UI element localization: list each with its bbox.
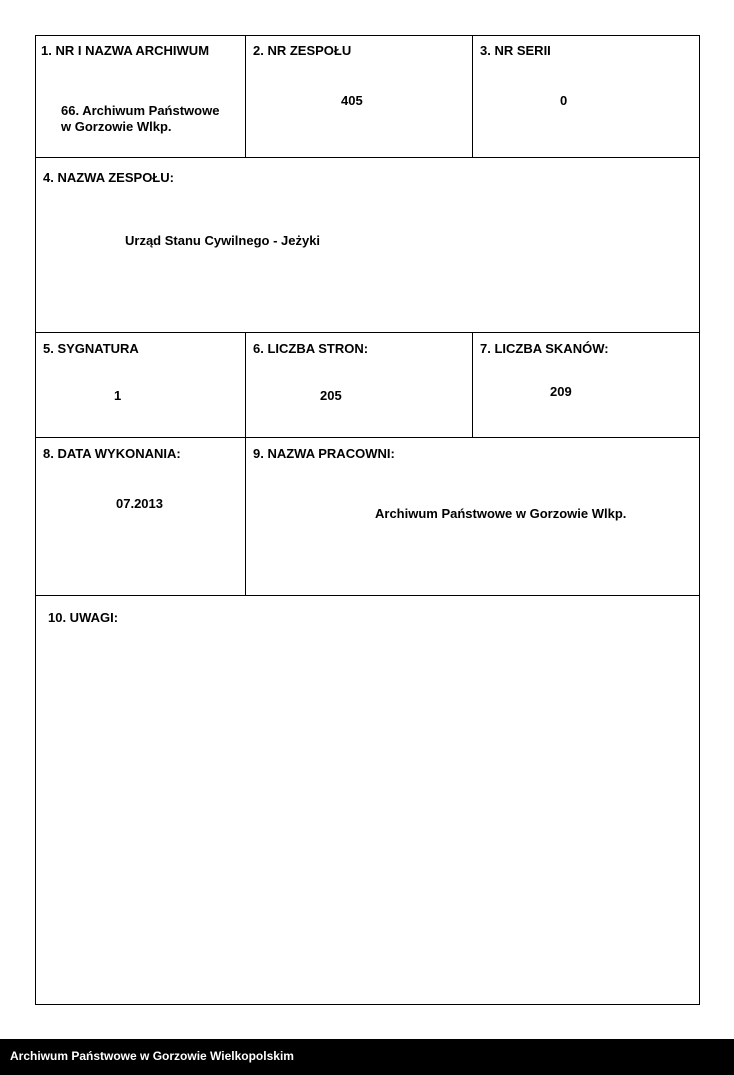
field-workshop: [246, 438, 699, 595]
field-series-number-value: 0: [560, 93, 568, 108]
field-page-count-label: 6. LICZBA STRON:: [253, 341, 369, 356]
field-archive-label: 1. NR I NAZWA ARCHIWUM: [41, 43, 210, 58]
footer-bar: [0, 1039, 734, 1075]
field-fonds-number-label: 2. NR ZESPOŁU: [253, 43, 352, 58]
field-fonds-number: [246, 36, 472, 157]
field-workshop-value: Archiwum Państwowe w Gorzowie Wlkp.: [375, 506, 627, 521]
field-scan-count-label: 7. LICZBA SKANÓW:: [480, 341, 609, 356]
metadata-form: [35, 35, 700, 1005]
field-fonds-name-label: 4. NAZWA ZESPOŁU:: [43, 170, 174, 185]
field-date-value: 07.2013: [116, 496, 163, 511]
field-series-number-label: 3. NR SERII: [480, 43, 551, 58]
field-scan-count: [473, 333, 699, 437]
field-fonds-name: [36, 158, 699, 332]
field-date-label: 8. DATA WYKONANIA:: [43, 446, 181, 461]
field-series-number: [473, 36, 699, 157]
footer-text: Archiwum Państwowe w Gorzowie Wielkopolskim: [10, 1049, 294, 1063]
field-archive-value-line1: 66. Archiwum Państwowe: [61, 103, 220, 118]
field-archive: [36, 36, 245, 157]
field-signature-label: 5. SYGNATURA: [43, 341, 139, 356]
field-archive-value-line2: w Gorzowie Wlkp.: [61, 119, 172, 134]
field-signature: [36, 333, 245, 437]
field-remarks-label: 10. UWAGI:: [48, 610, 119, 625]
field-page-count-value: 205: [320, 388, 342, 403]
field-page-count: [246, 333, 472, 437]
field-workshop-label: 9. NAZWA PRACOWNI:: [253, 446, 395, 461]
field-remarks: [36, 596, 699, 1004]
field-fonds-name-value: Urząd Stanu Cywilnego - Jeżyki: [125, 233, 321, 248]
field-date: [36, 438, 245, 595]
field-signature-value: 1: [114, 388, 122, 403]
field-fonds-number-value: 405: [341, 93, 363, 108]
field-scan-count-value: 209: [550, 384, 572, 399]
